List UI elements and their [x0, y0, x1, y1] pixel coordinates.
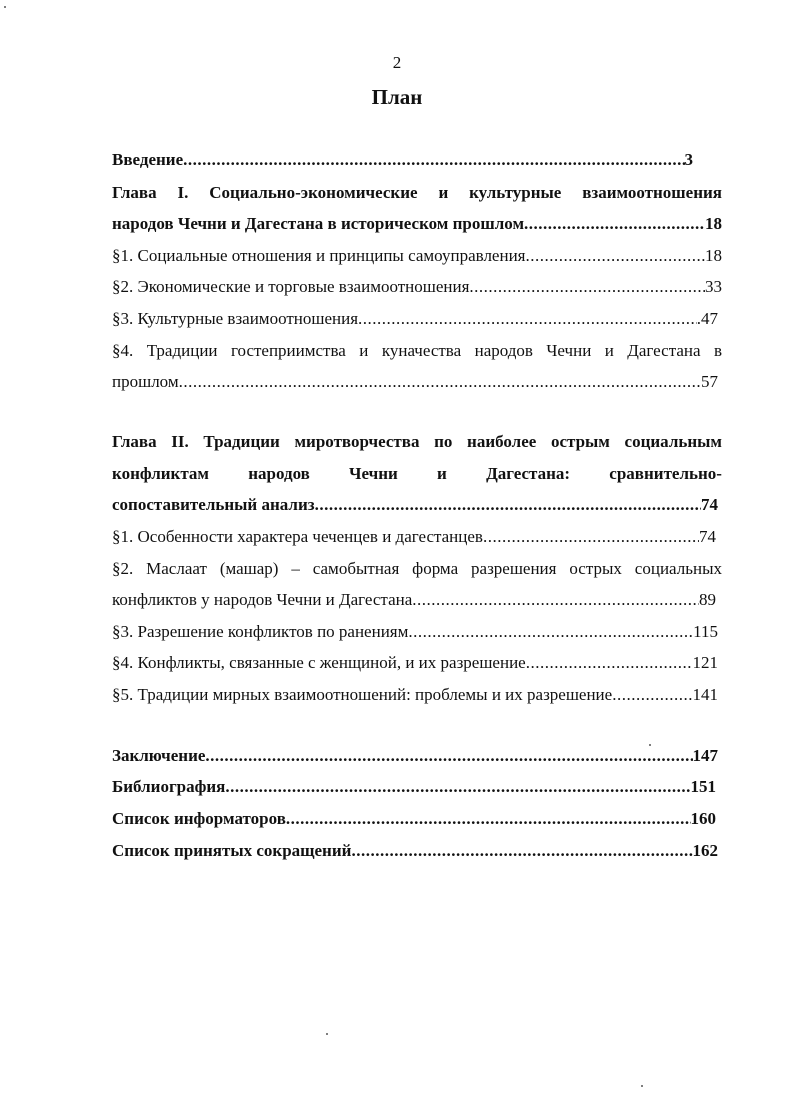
toc-section-2-4: [112, 652, 722, 674]
page-title: План: [371, 85, 423, 109]
toc-label: §3. Культурные взаимоотношения: [112, 309, 359, 328]
toc-page: 141: [692, 685, 718, 704]
toc-word: сравнительно-: [609, 464, 722, 483]
toc-page: 57: [701, 372, 718, 391]
toc-entry-intro: [112, 149, 722, 171]
toc-section-2-2-line2: [112, 589, 722, 611]
scan-speck: [641, 1085, 643, 1087]
toc-section-1-3: [112, 308, 722, 330]
dot-leader: [179, 371, 701, 393]
toc-section-1-1: [112, 245, 722, 267]
toc-word: народов: [248, 464, 310, 483]
toc-label: сопоставительный анализ: [112, 495, 315, 514]
toc-page: 151: [690, 777, 716, 796]
toc-label: §1. Социальные отношения и принципы самоуправления: [112, 246, 526, 265]
toc-page: 18: [705, 214, 722, 233]
dot-leader: [469, 276, 705, 298]
toc-label: §4. Конфликты, связанные с женщиной, и их разрешение: [112, 653, 526, 672]
toc-chapter-2-line2: [112, 463, 722, 485]
page-number: 2: [392, 53, 402, 72]
toc-label: Введение: [112, 150, 184, 169]
dot-leader: [225, 776, 690, 798]
scan-speck: [649, 744, 651, 746]
toc-page: 160: [690, 809, 716, 828]
toc-entry-abbreviations: [112, 840, 722, 862]
toc-word: Чечни: [349, 464, 398, 483]
toc-entry-informants: [112, 808, 722, 830]
toc-chapter-1-line1: [112, 182, 722, 204]
dot-leader: [526, 652, 693, 674]
dot-leader: [358, 308, 697, 330]
toc-word: Дагестана:: [486, 464, 571, 483]
toc-section-1-2: [112, 276, 722, 298]
toc-section-2-3: [112, 621, 722, 643]
toc-label: Список информаторов: [112, 809, 286, 828]
toc-label: Глава I. Социально-экономические и культурные взаимоотношения: [112, 183, 722, 202]
toc-label: §2. Экономические и торговые взаимоотношения: [112, 277, 470, 296]
toc-section-2-1: [112, 526, 722, 548]
toc-chapter-2-line3: [112, 494, 722, 516]
toc-label: Библиография: [112, 777, 226, 796]
toc-page: 147: [692, 746, 718, 765]
dot-leader: [205, 745, 692, 767]
dot-leader: [526, 245, 706, 267]
toc-label: Глава II. Традиции миротворчества по наиболее острым социальным: [112, 432, 722, 451]
dot-leader: [483, 526, 699, 548]
toc-word: и: [437, 464, 447, 483]
toc-entry-bibliography: [112, 776, 722, 798]
toc-page: 89: [699, 590, 716, 609]
toc-label: Заключение: [112, 746, 206, 765]
toc-label: народов Чечни и Дагестана в историческом прошлом: [112, 214, 525, 233]
toc-page: 121: [692, 653, 718, 672]
toc-label: прошлом: [112, 372, 179, 391]
toc-page: 18: [705, 246, 722, 265]
dot-leader: [408, 621, 693, 643]
toc-section-1-4-line1: [112, 340, 722, 362]
toc-label: §1. Особенности характера чеченцев и дагестанцев: [112, 527, 483, 546]
scan-speck: [326, 1033, 328, 1035]
toc-page: 33: [705, 277, 722, 296]
toc-section-2-2-line1: [112, 558, 722, 580]
toc-page: .47: [696, 309, 718, 328]
toc-word: конфликтам: [112, 464, 209, 483]
toc-entry-conclusion: [112, 745, 722, 767]
dot-leader: [183, 149, 684, 171]
toc-section-1-4-line2: [112, 371, 722, 393]
toc-page: 3: [684, 150, 693, 169]
dot-leader: [524, 213, 705, 235]
toc-label: §5. Традиции мирных взаимоотношений: проблемы и их разрешение: [112, 685, 613, 704]
toc-page: 162: [692, 841, 718, 860]
scan-speck: [4, 6, 6, 8]
toc-page: 115: [693, 622, 718, 641]
toc-label: конфликтов у народов Чечни и Дагестана: [112, 590, 413, 609]
toc-section-2-5: [112, 684, 722, 706]
dot-leader: [612, 684, 692, 706]
toc-label: §4. Традиции гостеприимства и куначества народов Чечни и Дагестана в: [112, 341, 722, 360]
dot-leader: [315, 494, 701, 516]
toc-chapter-1-line2: [112, 213, 722, 235]
dot-leader: [412, 589, 699, 611]
toc-label: §2. Маслаат (машар) – самобытная форма разрешения острых социальных: [112, 559, 722, 578]
toc-page: 74: [701, 495, 718, 514]
dot-leader: [351, 840, 692, 862]
toc-page: 74: [699, 527, 716, 546]
toc-label: Список принятых сокращений: [112, 841, 352, 860]
toc-chapter-2-line1: [112, 431, 722, 453]
dot-leader: [286, 808, 691, 830]
toc-label: §3. Разрешение конфликтов по ранениям: [112, 622, 409, 641]
